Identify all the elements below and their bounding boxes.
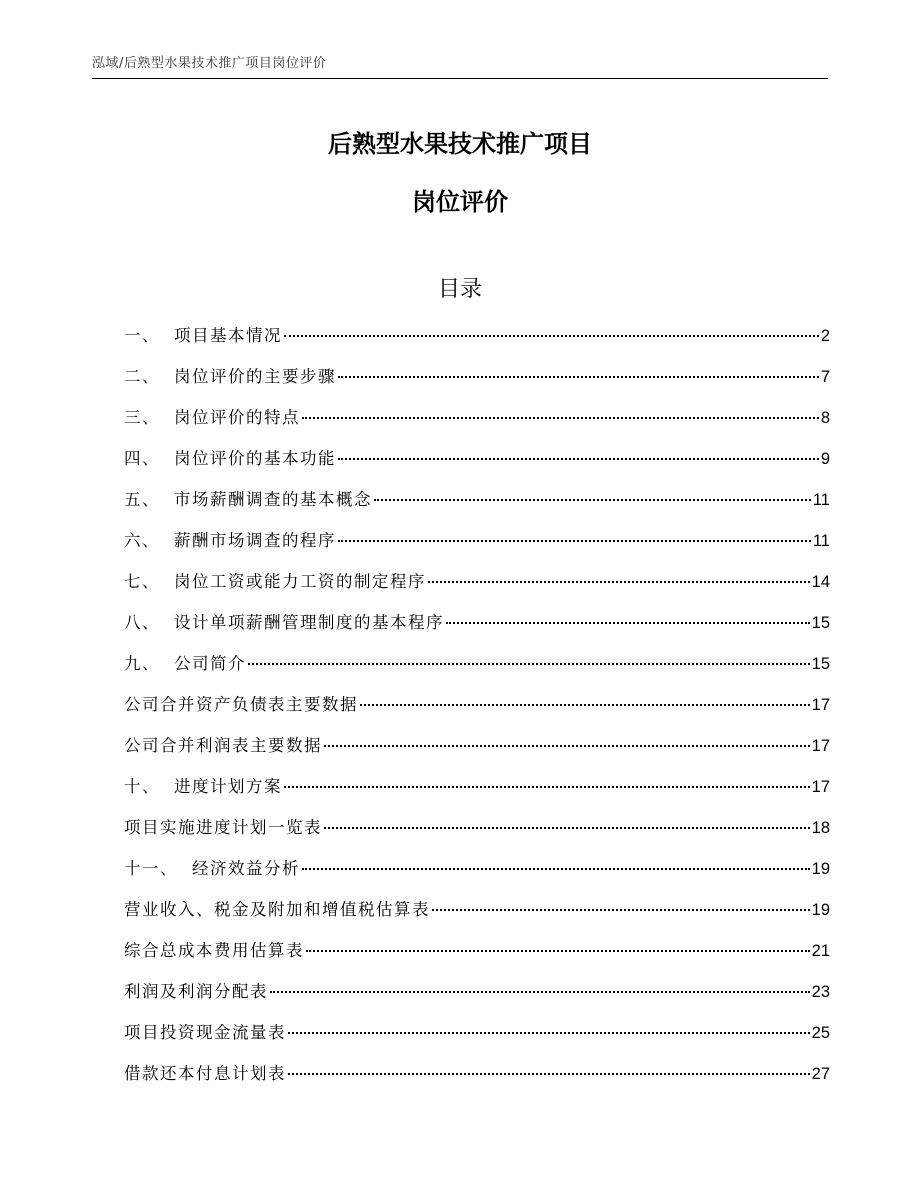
toc-entry-page: 7 [820,368,830,386]
toc-entry[interactable] [124,529,830,570]
toc-entry-number: 四、 [124,449,160,468]
toc-leader-dots [428,581,810,583]
toc-entry[interactable] [124,693,830,734]
document-title: 后熟型水果技术推广项目 [328,130,592,158]
toc-entry[interactable] [124,939,830,980]
toc-entry-page: 25 [811,1024,830,1042]
toc-entry[interactable] [124,1021,830,1062]
toc-entry-title: 营业收入、税金及附加和增值税估算表 [124,900,430,919]
toc-entry-page: 14 [811,573,830,591]
toc-entry[interactable] [124,570,830,611]
toc-leader-dots [338,458,819,460]
toc-entry-title: 岗位评价的基本功能 [174,449,336,468]
toc-entry-page: 11 [812,532,830,550]
toc-entry-page: 15 [811,655,830,673]
toc-entry-title: 岗位评价的主要步骤 [174,367,336,386]
toc-entry-title: 设计单项薪酬管理制度的基本程序 [174,613,444,632]
toc-entry-page: 17 [811,778,830,796]
toc-entry-title: 综合总成本费用估算表 [124,941,304,960]
toc-entry-page: 19 [811,860,830,878]
toc-entry[interactable] [124,898,830,939]
toc-leader-dots [302,868,810,870]
toc-entry-page: 11 [812,491,830,509]
toc-entry[interactable] [124,857,830,898]
toc-entry[interactable] [124,447,830,488]
toc-leader-dots [306,950,810,952]
table-of-contents [124,324,830,1103]
toc-entry-page: 19 [811,901,830,919]
toc-entry-number: 三、 [124,408,160,427]
toc-entry[interactable] [124,1062,830,1103]
toc-entry[interactable] [124,816,830,857]
toc-leader-dots [288,1032,810,1034]
toc-entry-number: 七、 [124,572,160,591]
toc-entry-number: 一、 [124,326,160,345]
toc-entry[interactable] [124,324,830,365]
toc-entry-page: 18 [811,819,830,837]
toc-entry-page: 15 [811,614,830,632]
toc-leader-dots [270,991,810,993]
toc-entry-title: 岗位评价的特点 [174,408,300,427]
toc-entry-title: 利润及利润分配表 [124,982,268,1001]
header-divider [92,78,828,79]
toc-leader-dots [324,827,810,829]
toc-entry-number: 九、 [124,654,160,673]
toc-entry-title: 项目实施进度计划一览表 [124,818,322,837]
toc-entry-number: 二、 [124,367,160,386]
toc-leader-dots [374,499,811,501]
toc-leader-dots [446,622,810,624]
toc-entry-page: 23 [811,983,830,1001]
toc-leader-dots [360,704,810,706]
toc-entry-title: 公司简介 [174,654,246,673]
toc-leader-dots [338,376,819,378]
toc-entry-page: 21 [811,942,830,960]
toc-entry-title: 公司合并利润表主要数据 [124,736,322,755]
toc-entry-page: 17 [811,737,830,755]
toc-entry[interactable] [124,775,830,816]
toc-leader-dots [284,786,810,788]
toc-entry-number: 五、 [124,490,160,509]
toc-leader-dots [324,745,810,747]
toc-entry-title: 借款还本付息计划表 [124,1064,286,1083]
document-subtitle: 岗位评价 [412,188,508,216]
toc-entry-title: 薪酬市场调查的程序 [174,531,336,550]
toc-entry-title: 岗位工资或能力工资的制定程序 [174,572,426,591]
toc-entry-number: 十、 [124,777,160,796]
toc-entry-title: 项目基本情况 [174,326,282,345]
toc-leader-dots [288,1073,810,1075]
toc-leader-dots [338,540,811,542]
toc-leader-dots [284,335,819,337]
toc-entry-title: 公司合并资产负债表主要数据 [124,695,358,714]
toc-entry-number: 十一、 [124,859,178,878]
toc-entry-title: 项目投资现金流量表 [124,1023,286,1042]
running-header: 泓域/后熟型水果技术推广项目岗位评价 [92,56,327,71]
toc-entry-page: 2 [820,327,830,345]
toc-entry-number: 八、 [124,613,160,632]
toc-entry[interactable] [124,980,830,1021]
toc-entry-page: 27 [811,1065,830,1083]
toc-entry-page: 17 [811,696,830,714]
toc-entry-title: 经济效益分析 [192,859,300,878]
toc-entry[interactable] [124,611,830,652]
toc-entry[interactable] [124,488,830,529]
toc-entry-page: 8 [820,409,830,427]
toc-entry[interactable] [124,406,830,447]
toc-entry-number: 六、 [124,531,160,550]
toc-entry-title: 市场薪酬调查的基本概念 [174,490,372,509]
toc-entry-title: 进度计划方案 [174,777,282,796]
toc-leader-dots [302,417,819,419]
toc-leader-dots [248,663,810,665]
toc-heading: 目录 [437,277,482,302]
toc-entry-page: 9 [820,450,830,468]
toc-entry[interactable] [124,734,830,775]
toc-entry[interactable] [124,365,830,406]
toc-entry[interactable] [124,652,830,693]
toc-leader-dots [432,909,810,911]
